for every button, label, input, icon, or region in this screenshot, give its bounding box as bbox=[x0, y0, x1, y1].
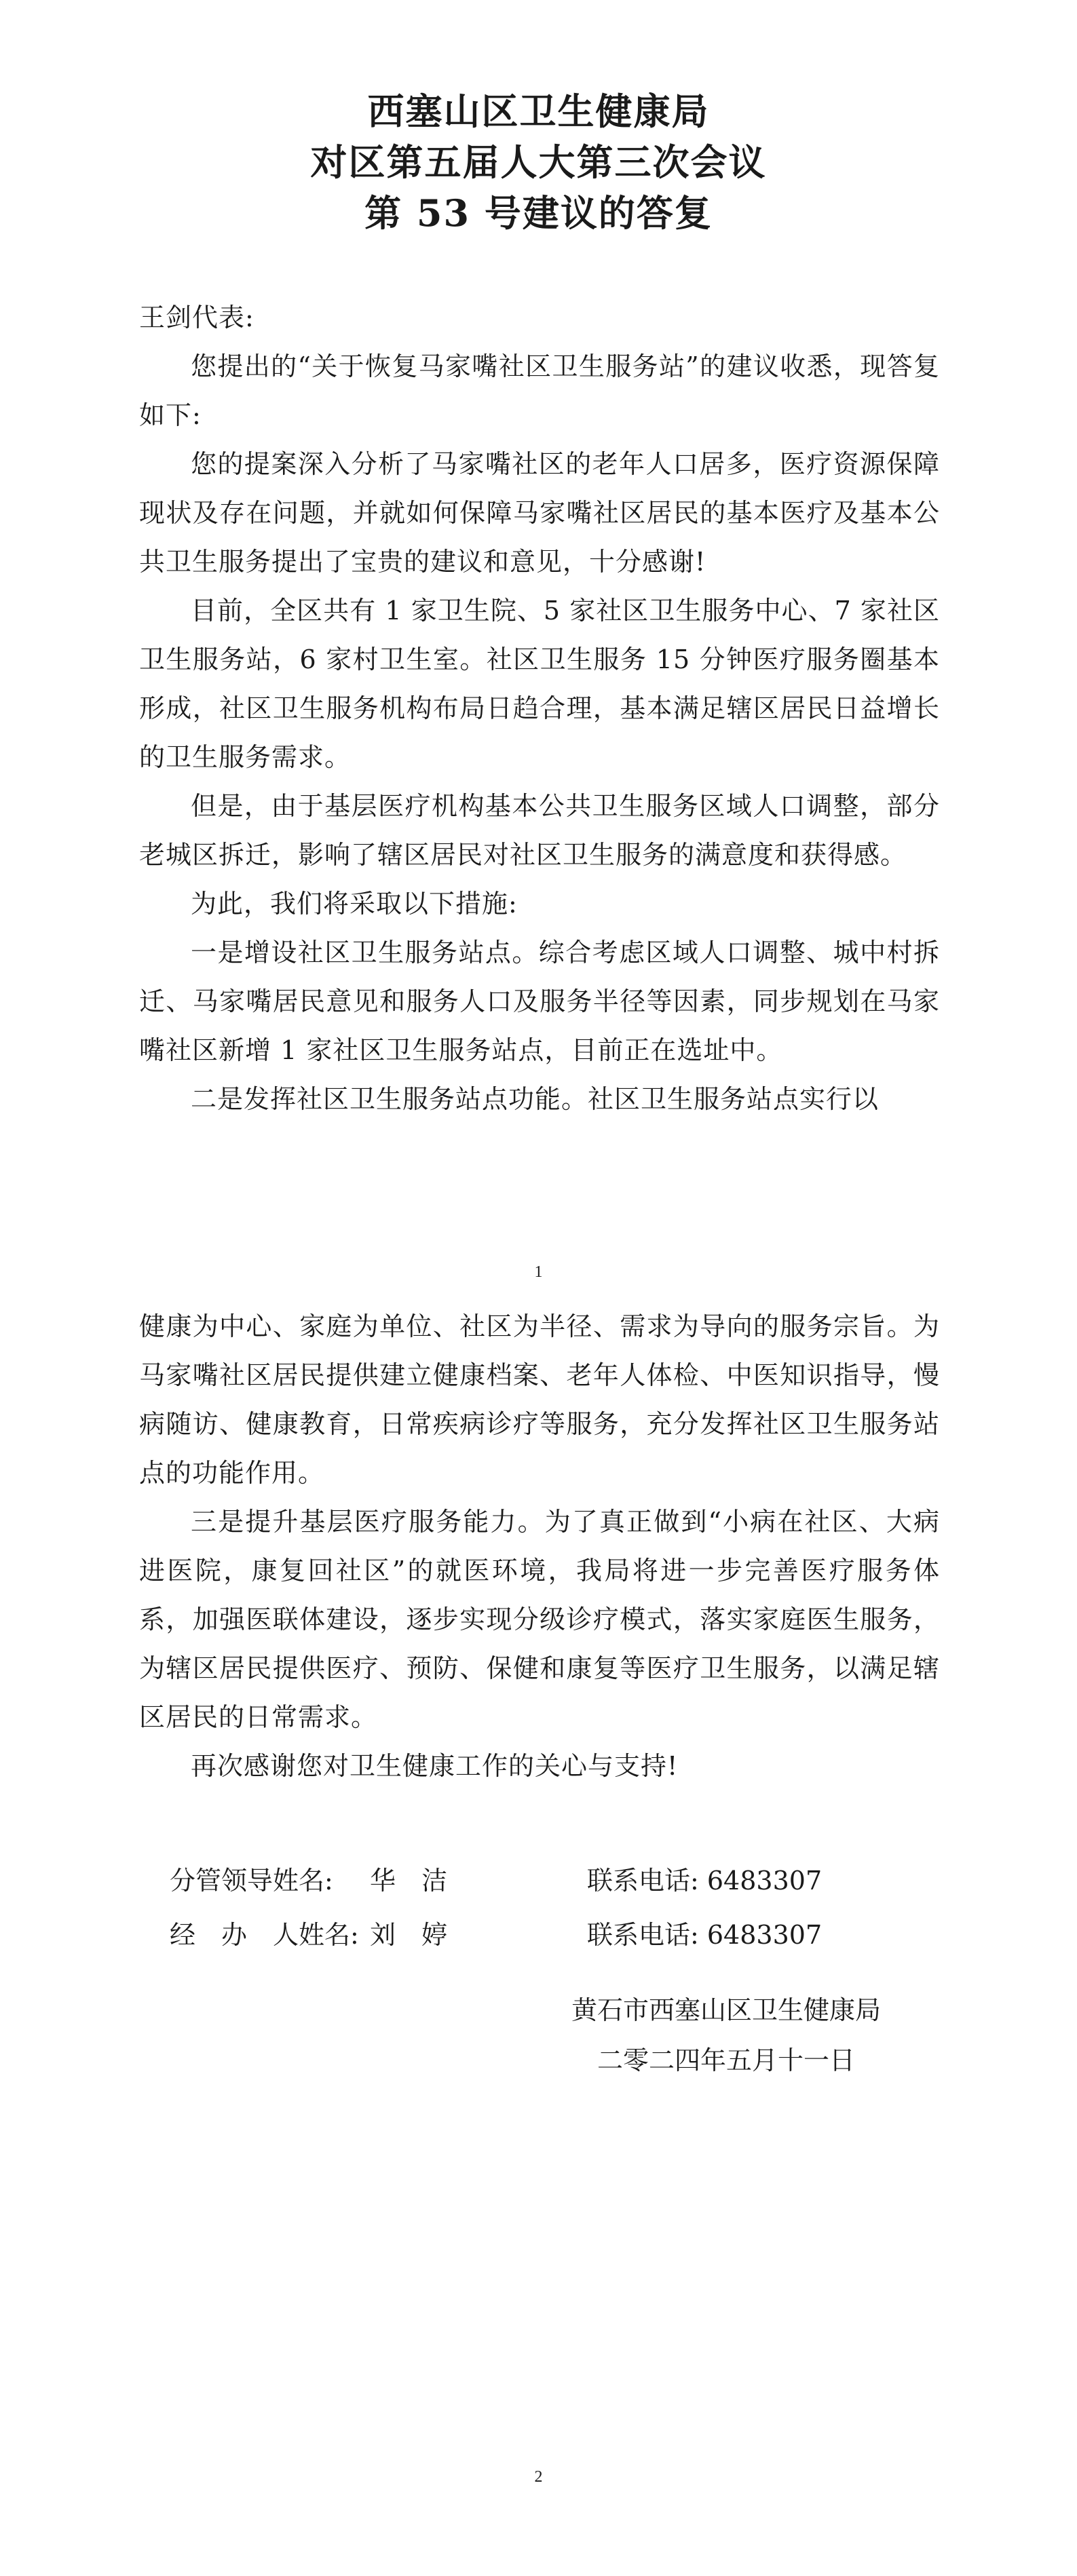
contact-name: 刘 婷 bbox=[370, 1920, 448, 1950]
contact-label: 分管领导姓名: bbox=[170, 1866, 333, 1896]
paragraph: 健康为中心、家庭为单位、社区为半径、需求为导向的服务宗旨。为马家嘴社区居民提供建立健康档案、老年人体检、中医知识指导，慢病随访、健康教育，日常疾病诊疗等服务，充分发挥社区卫生服务站点的功能作用。 bbox=[139, 1311, 940, 1488]
document-title-line-1: 西塞山区卫生健康局 bbox=[367, 90, 710, 133]
document-title-line-2: 对区第五届人大第三次会议 bbox=[310, 140, 767, 184]
contact-name: 华 洁 bbox=[370, 1866, 448, 1896]
contact-row-leader bbox=[170, 1853, 916, 1908]
signature-org: 黄石市西塞山区卫生健康局 bbox=[571, 1995, 881, 2025]
paragraph: 您提出的“关于恢复马家嘴社区卫生服务站”的建议收悉，现答复如下: bbox=[139, 351, 940, 430]
page-number: 1 bbox=[534, 1263, 543, 1281]
contact-row-handler bbox=[170, 1908, 916, 1962]
paragraph: 但是，由于基层医疗机构基本公共卫生服务区域人口调整，部分老城区拆迁，影响了辖区居民对社区卫生服务的满意度和获得感。 bbox=[139, 791, 940, 870]
contact-phone: 联系电话: 6483307 bbox=[587, 1866, 823, 1896]
paragraph: 再次感谢您对卫生健康工作的关心与支持! bbox=[191, 1751, 679, 1781]
contact-block bbox=[170, 1853, 916, 1962]
page-1-body bbox=[139, 293, 940, 1123]
paragraph: 二是发挥社区卫生服务站点功能。社区卫生服务站点实行以 bbox=[191, 1084, 880, 1114]
page-number: 2 bbox=[534, 2468, 543, 2486]
paragraph: 为此，我们将采取以下措施: bbox=[191, 889, 518, 919]
document-title-line-3: 第 53 号建议的答复 bbox=[364, 191, 713, 235]
signature-block bbox=[536, 1985, 916, 2085]
signature-date: 二零二四年五月十一日 bbox=[597, 2045, 855, 2075]
salutation: 王剑代表: bbox=[139, 303, 254, 332]
contact-label: 经 办 人姓名: bbox=[170, 1920, 359, 1950]
paragraph: 一是增设社区卫生服务站点。综合考虑区域人口调整、城中村拆迁、马家嘴居民意见和服务人口及服务半径等因素，同步规划在马家嘴社区新增 1 家社区卫生服务站点，目前正在选址中。 bbox=[139, 938, 940, 1065]
contact-phone: 联系电话: 6483307 bbox=[587, 1920, 823, 1950]
paragraph: 您的提案深入分析了马家嘴社区的老年人口居多，医疗资源保障现状及存在问题，并就如何保障马家嘴社区居民的基本医疗及基本公共卫生服务提出了宝贵的建议和意见，十分感谢! bbox=[139, 449, 940, 577]
page-2-body bbox=[139, 1302, 940, 1790]
paragraph: 三是提升基层医疗服务能力。为了真正做到“小病在社区、大病进医院，康复回社区”的就医环境，我局将进一步完善医疗服务体系，加强医联体建设，逐步实现分级诊疗模式，落实家庭医生服务，为辖区居民提供医疗、预防、保健和康复等医疗卫生服务，以满足辖区居民的日常需求。 bbox=[139, 1507, 940, 1732]
paragraph: 目前，全区共有 1 家卫生院、5 家社区卫生服务中心、7 家社区卫生服务站，6 家村卫生室。社区卫生服务 15 分钟医疗服务圈基本形成，社区卫生服务机构布局日趋合理，基本满足辖区居民日益增长的卫生服务需求。 bbox=[139, 596, 940, 772]
